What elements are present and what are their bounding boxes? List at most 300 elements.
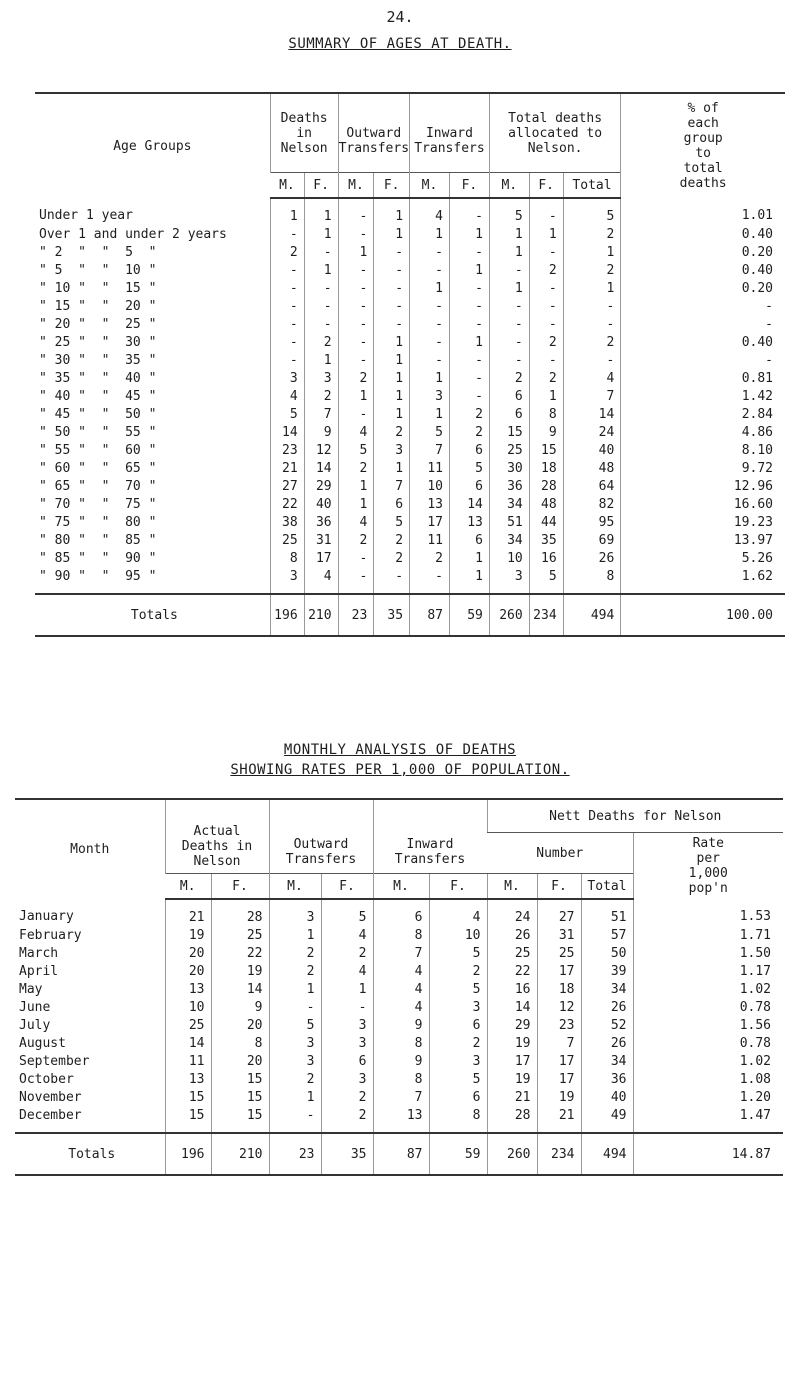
total-cell: 196 [270,594,304,636]
value-cell: 13 [410,495,450,513]
value-cell: 8 [211,1034,269,1052]
header-f: F. [429,874,487,900]
value-cell: - [338,567,374,594]
value-cell: 7 [304,405,338,423]
value-cell: 8 [373,1070,429,1088]
value-cell: 8 [429,1106,487,1133]
value-cell: 15 [489,423,529,441]
value-cell: 48 [563,459,621,477]
header-m: M. [269,874,321,900]
row-label: December [19,1107,82,1123]
row-label: " 50 " " 55 " [39,424,157,440]
value-cell: 48 [529,495,563,513]
month-row [15,1088,783,1106]
value-cell: - [270,297,304,315]
value-cell: 13 [165,1070,211,1088]
value-cell: 3 [270,369,304,387]
total-cell: 210 [304,594,338,636]
value-cell: - [304,243,338,261]
value-cell: 39 [581,962,633,980]
value-cell: 19 [487,1034,537,1052]
rate-cell: 1.02 [633,980,783,998]
value-cell: 3 [321,1070,373,1088]
value-cell: - [374,567,410,594]
value-cell: 28 [529,477,563,495]
value-cell: 1 [529,387,563,405]
month-row [15,962,783,980]
value-cell: 2 [374,549,410,567]
value-cell: 3 [304,369,338,387]
value-cell: 14 [211,980,269,998]
value-cell: 10 [489,549,529,567]
value-cell: 2 [338,531,374,549]
value-cell: - [374,297,410,315]
value-cell: - [410,297,450,315]
value-cell: - [410,567,450,594]
value-cell: 20 [211,1052,269,1070]
value-cell: 3 [429,998,487,1016]
value-cell: 21 [270,459,304,477]
value-cell: 22 [211,944,269,962]
totals-row [15,1133,783,1175]
value-cell: - [270,279,304,297]
value-cell: 5 [429,980,487,998]
value-cell: 1 [338,387,374,405]
age-group-row [35,549,785,567]
value-cell: - [270,315,304,333]
age-group-row [35,387,785,405]
total-cell: 87 [373,1133,429,1175]
value-cell: - [304,279,338,297]
value-cell: 1 [449,549,489,567]
value-cell: 6 [429,1088,487,1106]
rate-cell: 1.42 [621,387,785,405]
header-age-groups: Age Groups [113,138,192,154]
summary-title: SUMMARY OF AGES AT DEATH. [288,36,512,52]
value-cell: 19 [537,1088,581,1106]
value-cell: 3 [269,899,321,926]
rate-cell: 1.20 [633,1088,783,1106]
value-cell: - [338,405,374,423]
value-cell: - [270,351,304,369]
total-cell: 59 [449,594,489,636]
rate-cell: 0.78 [633,1034,783,1052]
row-label: " 65 " " 70 " [39,478,157,494]
age-group-row [35,243,785,261]
total-cell: 260 [487,1133,537,1175]
monthly-analysis-table [15,798,783,1176]
header-f: F. [374,173,410,199]
value-cell: 16 [529,549,563,567]
value-cell: 5 [529,567,563,594]
value-cell: 1 [321,980,373,998]
rate-cell: 0.40 [621,333,785,351]
value-cell: 4 [321,962,373,980]
row-label: " 20 " " 25 " [39,316,157,332]
value-cell: 2 [321,1106,373,1133]
value-cell: - [304,315,338,333]
value-cell: 2 [563,261,621,279]
value-cell: 52 [581,1016,633,1034]
header-f: F. [537,874,581,900]
age-group-row [35,405,785,423]
value-cell: 14 [165,1034,211,1052]
value-cell: 8 [270,549,304,567]
header-actual-deaths: Actual Deaths in Nelson [165,799,269,874]
value-cell: 27 [270,477,304,495]
value-cell: - [338,333,374,351]
header-percent-of-total: % of each group to total deaths [621,93,785,198]
value-cell: 15 [211,1070,269,1088]
value-cell: 1 [338,477,374,495]
row-label: " 25 " " 30 " [39,334,157,350]
value-cell: 31 [304,531,338,549]
value-cell: 2 [529,333,563,351]
value-cell: 5 [321,899,373,926]
value-cell: 6 [374,495,410,513]
value-cell: 28 [487,1106,537,1133]
rate-cell: 13.97 [621,531,785,549]
value-cell: 6 [449,477,489,495]
value-cell: - [410,243,450,261]
rate-cell: 0.20 [621,279,785,297]
header-m: M. [410,173,450,199]
age-group-row [35,369,785,387]
rate-cell: - [621,315,785,333]
value-cell: - [449,198,489,225]
value-cell: - [529,198,563,225]
age-group-row [35,279,785,297]
value-cell: 8 [529,405,563,423]
value-cell: 2 [304,387,338,405]
value-cell: 20 [211,1016,269,1034]
age-group-row [35,315,785,333]
value-cell: - [449,369,489,387]
row-label: " 35 " " 40 " [39,370,157,386]
value-cell: 4 [563,369,621,387]
value-cell: 17 [410,513,450,531]
value-cell: 40 [581,1088,633,1106]
value-cell: 1 [489,225,529,243]
value-cell: 3 [374,441,410,459]
value-cell: 2 [563,333,621,351]
header-m: M. [270,173,304,199]
value-cell: 1 [269,980,321,998]
value-cell: - [269,1106,321,1133]
value-cell: 26 [487,926,537,944]
value-cell: - [449,243,489,261]
header-deaths-in-nelson: Deaths in Nelson [270,93,338,173]
value-cell: 20 [165,962,211,980]
value-cell: 25 [487,944,537,962]
value-cell: 1 [269,1088,321,1106]
value-cell: 25 [165,1016,211,1034]
total-cell: 260 [489,594,529,636]
value-cell: 1 [410,279,450,297]
value-cell: 5 [374,513,410,531]
value-cell: 51 [581,899,633,926]
value-cell: 17 [487,1052,537,1070]
value-cell: 2 [429,1034,487,1052]
value-cell: 30 [489,459,529,477]
row-label: August [19,1035,66,1051]
month-row [15,1070,783,1088]
value-cell: 64 [563,477,621,495]
total-cell: 494 [581,1133,633,1175]
age-group-row [35,495,785,513]
value-cell: 40 [304,495,338,513]
row-label: October [19,1071,74,1087]
value-cell: 1 [489,279,529,297]
row-label: Over 1 and under 2 years [39,226,227,242]
value-cell: 1 [449,261,489,279]
value-cell: - [529,351,563,369]
age-group-row [35,531,785,549]
age-group-row [35,477,785,495]
value-cell: 4 [429,899,487,926]
value-cell: 1 [489,243,529,261]
rate-cell: 0.20 [621,243,785,261]
value-cell: 4 [373,962,429,980]
value-cell: - [374,261,410,279]
value-cell: 1 [338,495,374,513]
age-group-row [35,423,785,441]
value-cell: 15 [165,1106,211,1133]
value-cell: 1 [410,225,450,243]
value-cell: - [449,351,489,369]
value-cell: 23 [537,1016,581,1034]
value-cell: - [489,315,529,333]
rate-cell: 9.72 [621,459,785,477]
value-cell: 51 [489,513,529,531]
page-number: 24. [386,8,414,26]
value-cell: - [304,297,338,315]
rate-cell: 2.84 [621,405,785,423]
value-cell: 2 [269,1070,321,1088]
row-label: " 40 " " 45 " [39,388,157,404]
value-cell: 27 [537,899,581,926]
value-cell: - [410,333,450,351]
value-cell: 1 [374,387,410,405]
row-label: April [19,963,59,979]
value-cell: 1 [374,225,410,243]
age-group-row [35,351,785,369]
header-number: Number [536,845,584,861]
header-m: M. [489,173,529,199]
value-cell: 38 [270,513,304,531]
value-cell: 2 [374,531,410,549]
value-cell: 1 [449,333,489,351]
value-cell: 25 [211,926,269,944]
totals-label: Totals [35,594,270,636]
value-cell: 2 [410,549,450,567]
value-cell: 6 [449,441,489,459]
value-cell: 4 [338,513,374,531]
value-cell: 5 [563,198,621,225]
row-label: March [19,945,59,961]
rate-cell: 8.10 [621,441,785,459]
rate-cell: 1.08 [633,1070,783,1088]
total-cell: 196 [165,1133,211,1175]
value-cell: - [410,315,450,333]
value-cell: 9 [373,1052,429,1070]
value-cell: 15 [211,1106,269,1133]
value-cell: 11 [410,531,450,549]
value-cell: - [489,261,529,279]
value-cell: 6 [489,387,529,405]
value-cell: 40 [563,441,621,459]
value-cell: 17 [537,962,581,980]
value-cell: 13 [449,513,489,531]
value-cell: 19 [165,926,211,944]
value-cell: - [321,998,373,1016]
value-cell: 31 [537,926,581,944]
month-row [15,1034,783,1052]
value-cell: 29 [304,477,338,495]
total-cell: 23 [269,1133,321,1175]
totals-label: Totals [15,1133,165,1175]
value-cell: 5 [270,405,304,423]
value-cell: 6 [489,405,529,423]
month-row [15,980,783,998]
header-m: M. [373,874,429,900]
value-cell: 2 [338,459,374,477]
value-cell: 3 [321,1034,373,1052]
value-cell: 6 [373,899,429,926]
month-row [15,1106,783,1133]
value-cell: 6 [321,1052,373,1070]
value-cell: 3 [410,387,450,405]
value-cell: - [374,315,410,333]
rate-cell: 16.60 [621,495,785,513]
value-cell: 8 [563,567,621,594]
value-cell: - [449,297,489,315]
row-label: " 70 " " 75 " [39,496,157,512]
value-cell: 8 [373,1034,429,1052]
value-cell: 3 [429,1052,487,1070]
value-cell: 14 [487,998,537,1016]
value-cell: 26 [563,549,621,567]
rate-cell: 4.86 [621,423,785,441]
value-cell: 34 [489,531,529,549]
totals-row [35,594,785,636]
value-cell: 22 [270,495,304,513]
value-cell: 1 [374,333,410,351]
age-group-row [35,441,785,459]
monthly-analysis-title: MONTHLY ANALYSIS OF DEATHS [283,742,517,758]
value-cell: 2 [449,423,489,441]
value-cell: 18 [529,459,563,477]
value-cell: - [489,333,529,351]
value-cell: 1 [374,459,410,477]
rate-cell: 1.50 [633,944,783,962]
age-group-row [35,261,785,279]
ages-at-death-table [35,92,785,637]
row-label: " 75 " " 80 " [39,514,157,530]
value-cell: 29 [487,1016,537,1034]
rate-cell: 1.01 [621,198,785,225]
value-cell: - [489,297,529,315]
value-cell: 4 [270,387,304,405]
header-m: M. [165,874,211,900]
rate-cell: 5.26 [621,549,785,567]
row-label: " 5 " " 10 " [39,262,157,278]
value-cell: 15 [211,1088,269,1106]
value-cell: 5 [429,944,487,962]
value-cell: - [374,243,410,261]
value-cell: 22 [487,962,537,980]
value-cell: 19 [487,1070,537,1088]
value-cell: 1 [529,225,563,243]
rate-cell: 12.96 [621,477,785,495]
value-cell: 2 [449,405,489,423]
header-total: Total [563,173,621,199]
value-cell: 34 [581,1052,633,1070]
header-outward-transfers: Outward Transfers [338,93,409,173]
value-cell: 1 [563,243,621,261]
value-cell: 2 [321,944,373,962]
value-cell: 57 [581,926,633,944]
value-cell: 34 [581,980,633,998]
value-cell: 4 [338,423,374,441]
value-cell: 21 [537,1106,581,1133]
rate-cell: 0.81 [621,369,785,387]
value-cell: 7 [410,441,450,459]
header-f: F. [529,173,563,199]
row-label: September [19,1053,90,1069]
rate-cell: 0.40 [621,225,785,243]
header-f: F. [449,173,489,199]
value-cell: 3 [269,1052,321,1070]
value-cell: 5 [410,423,450,441]
value-cell: 6 [449,531,489,549]
total-cell: 23 [338,594,374,636]
header-rate-per-1000: Rate per 1,000 pop'n [633,833,783,900]
total-cell: 59 [429,1133,487,1175]
row-label: " 55 " " 60 " [39,442,157,458]
value-cell: 23 [270,441,304,459]
value-cell: - [338,351,374,369]
row-label: November [19,1089,82,1105]
value-cell: 1 [270,198,304,225]
value-cell: - [338,279,374,297]
month-row [15,1016,783,1034]
total-cell: 100.00 [621,594,785,636]
value-cell: 49 [581,1106,633,1133]
value-cell: - [338,225,374,243]
rate-cell: - [621,297,785,315]
value-cell: 11 [165,1052,211,1070]
row-label: " 80 " " 85 " [39,532,157,548]
rate-cell: 0.40 [621,261,785,279]
age-group-row [35,297,785,315]
value-cell: 4 [373,998,429,1016]
value-cell: 1 [449,225,489,243]
value-cell: 14 [449,495,489,513]
value-cell: 9 [211,998,269,1016]
value-cell: 1 [374,405,410,423]
header-nett-deaths: Nett Deaths for Nelson [487,799,783,833]
value-cell: 17 [304,549,338,567]
total-cell: 14.87 [633,1133,783,1175]
value-cell: 4 [304,567,338,594]
value-cell: 2 [529,369,563,387]
rate-cell: 1.17 [633,962,783,980]
total-cell: 35 [374,594,410,636]
value-cell: 1 [269,926,321,944]
value-cell: 7 [373,1088,429,1106]
value-cell: - [338,261,374,279]
